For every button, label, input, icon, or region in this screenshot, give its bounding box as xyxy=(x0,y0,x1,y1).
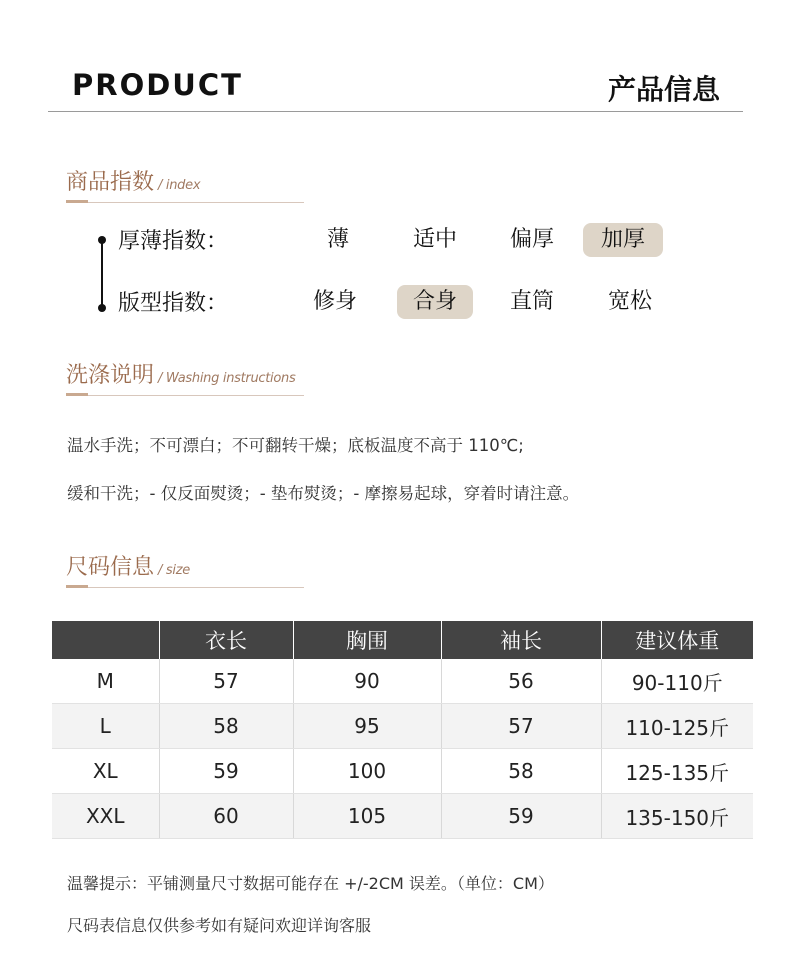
length-cell: 59 xyxy=(159,749,293,794)
fit-option: 直筒 xyxy=(509,289,554,314)
sleeve-cell: 56 xyxy=(441,659,601,704)
chest-cell: 100 xyxy=(293,749,441,794)
section-underline xyxy=(66,395,304,396)
section-underline-accent xyxy=(66,585,88,588)
table-row xyxy=(52,659,753,704)
thickness-option: 适中 xyxy=(412,227,457,252)
weight-cell: 125-135斤 xyxy=(601,749,753,794)
size-cell: M xyxy=(52,659,159,704)
table-row xyxy=(52,704,753,749)
wash-instruction-line: 温水手洗；不可漂白；不可翻转干燥；底板温度不高于 110℃; xyxy=(67,436,524,455)
length-cell: 58 xyxy=(159,704,293,749)
section-underline xyxy=(66,202,304,203)
section-underline-accent xyxy=(66,200,88,203)
weight-cell: 110-125斤 xyxy=(601,704,753,749)
size-cell: L xyxy=(52,704,159,749)
section-heading-index xyxy=(66,165,200,196)
reference-note: 尺码表信息仅供参考如有疑问欢迎详询客服 xyxy=(67,916,372,935)
section-underline xyxy=(66,587,304,588)
sleeve-cell: 57 xyxy=(441,704,601,749)
table-header-row xyxy=(52,621,753,659)
length-cell: 57 xyxy=(159,659,293,704)
fit-label: 版型指数： xyxy=(118,291,229,316)
size-table xyxy=(52,621,753,839)
size-cell: XL xyxy=(52,749,159,794)
weight-cell: 135-150斤 xyxy=(601,794,753,839)
table-row xyxy=(52,749,753,794)
header-title-cn: 产品信息 xyxy=(607,73,720,106)
section-heading-wash xyxy=(66,358,295,389)
wash-instruction-line: 缓和干洗；- 仅反面熨烫；- 垫布熨烫；- 摩擦易起球，穿着时请注意。 xyxy=(67,484,580,503)
measurement-note: 温馨提示：平铺测量尺寸数据可能存在 +/-2CM 误差。（单位：CM） xyxy=(67,874,554,893)
sleeve-cell: 58 xyxy=(441,749,601,794)
table-header-cell: 袖长 xyxy=(441,621,601,659)
section-title-cn: 商品指数 xyxy=(66,170,155,195)
header-divider xyxy=(48,111,743,112)
fit-option: 宽松 xyxy=(607,289,652,314)
thickness-label: 厚薄指数： xyxy=(118,229,229,254)
size-cell: XXL xyxy=(52,794,159,839)
thickness-option: 偏厚 xyxy=(509,227,554,252)
chest-cell: 105 xyxy=(293,794,441,839)
table-header-cell: 建议体重 xyxy=(601,621,753,659)
fit-option: 修身 xyxy=(312,289,357,314)
section-title-en: / Washing instructions xyxy=(158,371,296,386)
thickness-option: 薄 xyxy=(326,227,349,252)
timeline-line xyxy=(101,240,103,306)
header-title-en: PRODUCT xyxy=(72,68,243,102)
length-cell: 60 xyxy=(159,794,293,839)
table-header-cell: 胸围 xyxy=(293,621,441,659)
table-header-cell xyxy=(52,621,159,659)
section-underline-accent xyxy=(66,393,88,396)
sleeve-cell: 59 xyxy=(441,794,601,839)
section-title-cn: 洗涤说明 xyxy=(66,363,155,388)
weight-cell: 90-110斤 xyxy=(601,659,753,704)
section-title-en: / size xyxy=(158,563,190,578)
thickness-option-selected: 加厚 xyxy=(583,223,663,257)
chest-cell: 90 xyxy=(293,659,441,704)
fit-option-selected: 合身 xyxy=(397,285,473,319)
chest-cell: 95 xyxy=(293,704,441,749)
section-heading-size xyxy=(66,550,190,581)
table-header-cell: 衣长 xyxy=(159,621,293,659)
table-row xyxy=(52,794,753,839)
section-title-cn: 尺码信息 xyxy=(66,555,155,580)
timeline-dot xyxy=(98,304,106,312)
section-title-en: / index xyxy=(158,178,201,193)
